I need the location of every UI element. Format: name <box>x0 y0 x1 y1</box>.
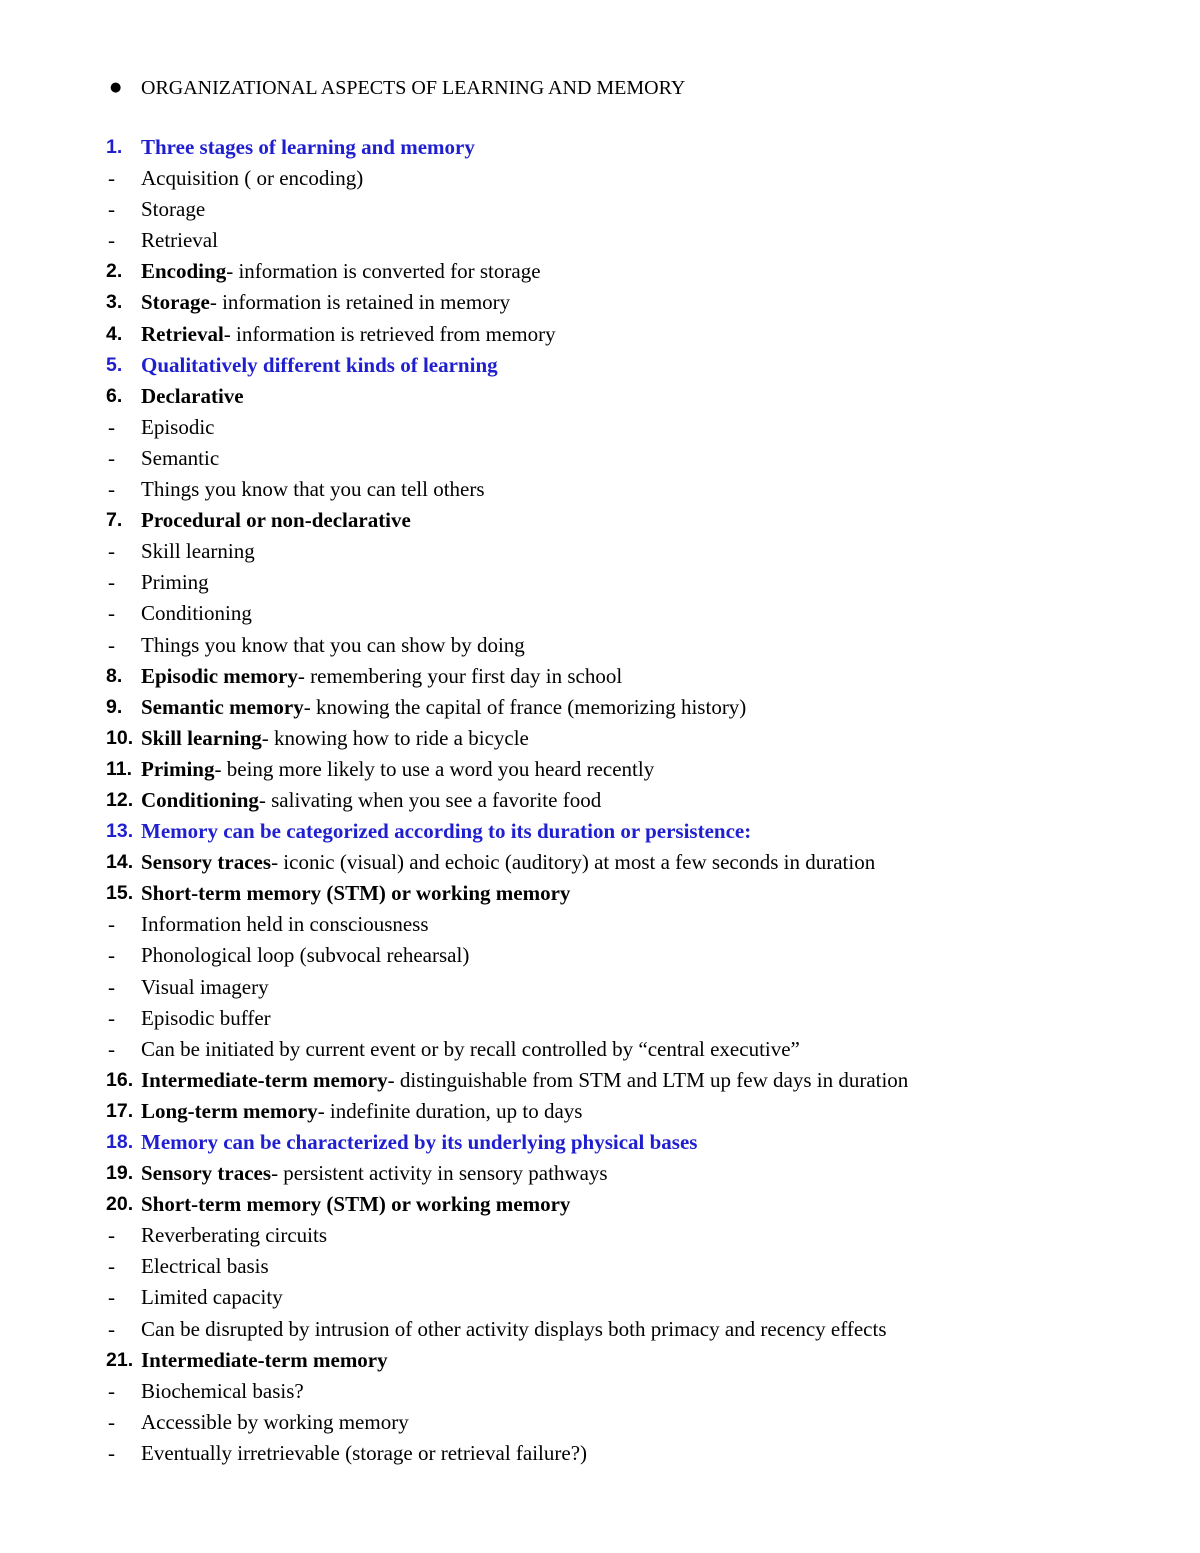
dash-item <box>106 909 1166 940</box>
item-content <box>141 567 209 598</box>
item-number: 17. <box>106 1099 134 1122</box>
numbered-item <box>106 1096 1166 1127</box>
item-content <box>141 505 411 536</box>
item-description: - persistent activity in sensory pathways <box>271 1161 608 1186</box>
dash-marker: - <box>108 1036 115 1061</box>
item-content <box>141 381 244 412</box>
item-text: Biochemical basis? <box>141 1378 304 1403</box>
dash-marker: - <box>108 477 115 502</box>
dash-item <box>106 1407 1166 1438</box>
item-content <box>141 474 485 505</box>
item-text: Conditioning <box>141 601 252 626</box>
item-content <box>141 1065 908 1096</box>
outline-list <box>106 132 1166 1469</box>
item-description: - information is converted for storage <box>226 259 541 284</box>
item-content <box>141 972 269 1003</box>
item-number: 15. <box>106 882 134 905</box>
item-term: Retrieval <box>141 321 224 346</box>
item-text: Skill learning <box>141 539 255 564</box>
dash-item <box>106 1251 1166 1282</box>
item-number: 13. <box>106 820 134 843</box>
item-content <box>141 1438 587 1469</box>
item-term: Episodic memory <box>141 663 298 688</box>
dash-marker: - <box>108 1223 115 1248</box>
numbered-item <box>106 754 1166 785</box>
item-number: 1. <box>106 136 123 158</box>
dash-marker: - <box>108 1378 115 1403</box>
item-content <box>141 319 556 350</box>
dash-item <box>106 536 1166 567</box>
item-description: - indefinite duration, up to days <box>317 1098 583 1123</box>
numbered-item <box>106 350 1166 381</box>
numbered-item <box>106 1189 1166 1220</box>
item-number: 3. <box>106 291 123 314</box>
dash-item <box>106 412 1166 443</box>
item-description: - information is retrieved from memory <box>223 321 556 346</box>
item-content <box>141 1003 271 1034</box>
dash-marker: - <box>108 1316 115 1341</box>
numbered-item <box>106 287 1166 318</box>
item-text: Phonological loop (subvocal rehearsal) <box>141 943 470 968</box>
item-content <box>141 536 255 567</box>
item-description: - knowing the capital of france (memorizing history) <box>303 694 747 719</box>
item-content <box>141 412 215 443</box>
dash-marker: - <box>108 974 115 999</box>
item-content <box>141 847 875 878</box>
item-description: - iconic (visual) and echoic (auditory) at most a few seconds in duration <box>271 850 876 875</box>
numbered-item <box>106 1065 1166 1096</box>
numbered-item <box>106 1127 1166 1158</box>
item-text: Can be initiated by current event or by recall controlled by “central executive” <box>141 1036 800 1061</box>
item-content <box>141 163 363 194</box>
dash-marker: - <box>108 1254 115 1279</box>
item-text: Eventually irretrievable (storage or retrieval failure?) <box>141 1440 588 1465</box>
item-description: - salivating when you see a favorite food <box>258 787 602 812</box>
item-number: 2. <box>106 260 123 283</box>
item-text: Retrieval <box>141 228 218 253</box>
item-term: Conditioning <box>141 787 259 812</box>
numbered-item <box>106 878 1166 909</box>
item-term: Storage <box>141 290 210 315</box>
item-content <box>141 754 654 785</box>
item-content <box>141 630 525 661</box>
numbered-item <box>106 785 1166 816</box>
item-content <box>141 1034 800 1065</box>
item-term: Long-term memory <box>141 1098 318 1123</box>
item-text: Can be disrupted by intrusion of other activity displays both primacy and recency effects <box>141 1316 887 1341</box>
dash-item <box>106 567 1166 598</box>
item-number: 19. <box>106 1162 134 1185</box>
item-text: Accessible by working memory <box>141 1409 409 1434</box>
item-term: Short-term memory (STM) or working memory <box>141 881 571 906</box>
item-content <box>141 1220 327 1251</box>
dash-marker: - <box>108 166 115 191</box>
item-term: Intermediate-term memory <box>141 1067 388 1092</box>
item-text: Priming <box>141 570 209 595</box>
dash-item <box>106 1220 1166 1251</box>
numbered-item <box>106 692 1166 723</box>
dash-marker: - <box>108 197 115 222</box>
numbered-item <box>106 816 1166 847</box>
item-number: 14. <box>106 851 134 874</box>
item-term: Three stages of learning and memory <box>141 135 475 159</box>
numbered-item <box>106 319 1166 350</box>
dash-item <box>106 474 1166 505</box>
dash-item <box>106 225 1166 256</box>
dash-item <box>106 194 1166 225</box>
item-term: Memory can be categorized according to its duration or persistence: <box>141 819 752 844</box>
dash-item <box>106 630 1166 661</box>
item-content <box>141 1282 283 1313</box>
dash-item <box>106 598 1166 629</box>
item-content <box>141 256 541 287</box>
dash-item <box>106 1003 1166 1034</box>
item-content <box>141 878 570 909</box>
item-number: 9. <box>106 695 123 718</box>
dash-item <box>106 1438 1166 1469</box>
item-term: Declarative <box>141 383 244 408</box>
item-term: Priming <box>141 756 215 781</box>
dash-item <box>106 163 1166 194</box>
item-text: Acquisition ( or encoding) <box>141 166 364 191</box>
item-number: 8. <box>106 664 123 687</box>
item-content <box>141 1251 269 1282</box>
item-text: Things you know that you can tell others <box>141 477 485 502</box>
item-content <box>141 723 529 754</box>
item-description: - information is retained in memory <box>209 290 511 315</box>
dash-marker: - <box>108 570 115 595</box>
dash-marker: - <box>108 1440 115 1465</box>
item-term: Intermediate-term memory <box>141 1347 388 1372</box>
item-term: Sensory traces <box>141 850 272 875</box>
item-content <box>141 909 429 940</box>
item-content <box>141 661 622 692</box>
item-text: Limited capacity <box>141 1285 283 1310</box>
item-number: 6. <box>106 384 123 407</box>
item-description: - knowing how to ride a bicycle <box>261 725 529 750</box>
numbered-item <box>106 381 1166 412</box>
dash-item <box>106 940 1166 971</box>
item-number: 21. <box>106 1348 134 1371</box>
item-text: Episodic buffer <box>141 1005 271 1030</box>
dash-marker: - <box>108 632 115 657</box>
numbered-item <box>106 505 1166 536</box>
numbered-item <box>106 1158 1166 1189</box>
numbered-item <box>106 1345 1166 1376</box>
document-title: ORGANIZATIONAL ASPECTS OF LEARNING AND MEMORY <box>141 77 686 99</box>
dash-marker: - <box>108 228 115 253</box>
numbered-item <box>106 256 1166 287</box>
item-term: Semantic memory <box>141 694 304 719</box>
document-page <box>106 70 1166 1469</box>
dash-marker: - <box>108 1005 115 1030</box>
item-content <box>141 692 746 723</box>
item-number: 7. <box>106 509 123 532</box>
item-number: 16. <box>106 1068 134 1091</box>
item-text: Episodic <box>141 414 215 439</box>
item-number: 11. <box>106 757 133 780</box>
numbered-item <box>106 847 1166 878</box>
dash-marker: - <box>108 539 115 564</box>
item-number: 20. <box>106 1193 134 1216</box>
document-heading <box>106 70 1166 106</box>
item-content <box>141 225 218 256</box>
item-term: Procedural or non-declarative <box>141 508 411 533</box>
item-content <box>141 1314 887 1345</box>
dash-item <box>106 972 1166 1003</box>
item-content <box>141 350 498 381</box>
item-content <box>141 1158 608 1189</box>
item-content <box>141 1407 409 1438</box>
item-content <box>141 1345 388 1376</box>
item-number: 12. <box>106 788 134 811</box>
item-text: Reverberating circuits <box>141 1223 328 1248</box>
item-content <box>141 785 601 816</box>
bullet-icon: ● <box>110 80 122 95</box>
item-content <box>141 1376 304 1407</box>
item-term: Skill learning <box>141 725 262 750</box>
dash-item <box>106 1034 1166 1065</box>
item-content <box>141 1189 570 1220</box>
item-term: Memory can be characterized by its underlying physical bases <box>141 1130 698 1154</box>
dash-marker: - <box>108 601 115 626</box>
item-description: - distinguishable from STM and LTM up few days in duration <box>387 1067 909 1092</box>
item-text: Storage <box>141 197 206 222</box>
item-text: Semantic <box>141 445 220 470</box>
numbered-item <box>106 132 1166 163</box>
item-content <box>141 287 510 318</box>
item-text: Visual imagery <box>141 974 269 999</box>
dash-marker: - <box>108 1409 115 1434</box>
item-text: Electrical basis <box>141 1254 269 1279</box>
item-content <box>141 1096 582 1127</box>
item-content <box>141 1127 697 1158</box>
item-description: - remembering your first day in school <box>297 663 623 688</box>
item-term: Encoding <box>141 259 227 284</box>
dash-marker: - <box>108 414 115 439</box>
item-text: Things you know that you can show by doing <box>141 632 525 657</box>
numbered-item <box>106 723 1166 754</box>
item-content <box>141 940 469 971</box>
dash-item <box>106 1314 1166 1345</box>
item-term: Short-term memory (STM) or working memory <box>141 1192 571 1217</box>
dash-marker: - <box>108 445 115 470</box>
item-number: 18. <box>106 1131 134 1153</box>
item-number: 5. <box>106 353 123 376</box>
item-term: Qualitatively different kinds of learning <box>141 352 498 377</box>
item-description: - being more likely to use a word you heard recently <box>214 756 655 781</box>
dash-item <box>106 443 1166 474</box>
dash-item <box>106 1282 1166 1313</box>
item-content <box>141 132 475 163</box>
item-number: 10. <box>106 726 134 749</box>
item-content <box>141 598 252 629</box>
dash-marker: - <box>108 1285 115 1310</box>
item-content <box>141 816 751 847</box>
item-content <box>141 443 219 474</box>
dash-marker: - <box>108 943 115 968</box>
item-text: Information held in consciousness <box>141 912 429 937</box>
dash-item <box>106 1376 1166 1407</box>
item-term: Sensory traces <box>141 1161 272 1186</box>
item-content <box>141 194 205 225</box>
numbered-item <box>106 661 1166 692</box>
item-number: 4. <box>106 322 123 345</box>
dash-marker: - <box>108 912 115 937</box>
